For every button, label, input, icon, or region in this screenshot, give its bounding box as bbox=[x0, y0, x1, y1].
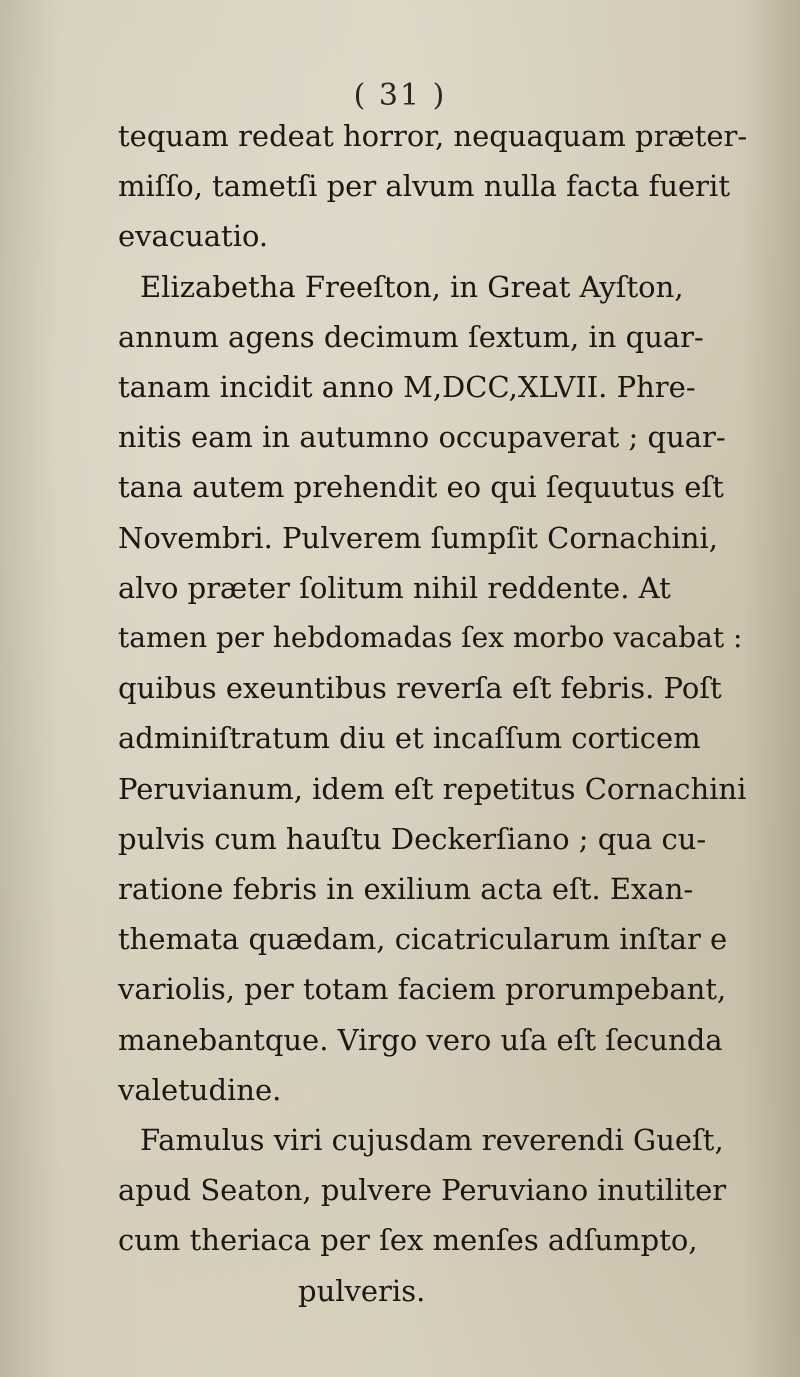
text-line: Novembri. Pulverem ſumpſit Cornachini, bbox=[118, 521, 718, 555]
text-line: pulvis cum hauſtu Deckerſiano ; qua cu- bbox=[118, 822, 707, 856]
text-line: cum theriaca per ſex menſes adſumpto, bbox=[118, 1223, 698, 1257]
text-line: ratione febris in exilium acta eſt. Exan- bbox=[118, 872, 694, 906]
text-line: variolis, per totam faciem prorumpebant, bbox=[118, 972, 727, 1006]
text-line: Peruvianum, idem eſt repetitus Cornachini bbox=[118, 772, 747, 806]
text-line: tamen per hebdomadas ſex morbo vacabat : bbox=[118, 621, 743, 654]
text-line: Famulus viri cujusdam reverendi Gueſt, bbox=[140, 1123, 724, 1157]
text-line: alvo præter ſolitum nihil reddente. At bbox=[118, 571, 671, 605]
text-line: pulveris. bbox=[298, 1274, 426, 1308]
text-line: quibus exeuntibus reverſa eſt febris. Poſt bbox=[118, 671, 722, 705]
text-line: evacuatio. bbox=[118, 219, 269, 253]
text-line: manebantque. Virgo vero uſa eſt ſecunda bbox=[118, 1023, 723, 1057]
text-line: adminiſtratum diu et incaſſum corticem bbox=[118, 721, 701, 755]
text-line: nitis eam in autumno occupaverat ; quar- bbox=[118, 420, 726, 454]
text-line: Elizabetha Freeſton, in Great Ayſton, bbox=[140, 270, 684, 304]
text-line: miſſo, tametſi per alvum nulla facta fuerit bbox=[118, 169, 730, 203]
page-number: ( 31 ) bbox=[353, 78, 447, 113]
text-line: valetudine. bbox=[118, 1073, 282, 1107]
text-line: annum agens decimum ſextum, in quar- bbox=[118, 320, 704, 354]
text-line: apud Seaton, pulvere Peruviano inutiliter bbox=[118, 1173, 727, 1207]
text-line: tanam incidit anno M,DCC,XLVII. Phre- bbox=[118, 370, 696, 404]
text-line: themata quædam, cicatricularum inſtar e bbox=[118, 922, 728, 956]
text-line: tana autem prehendit eo qui ſequutus eſt bbox=[118, 470, 724, 504]
text-line: tequam redeat horror, nequaquam præter- bbox=[118, 119, 748, 153]
